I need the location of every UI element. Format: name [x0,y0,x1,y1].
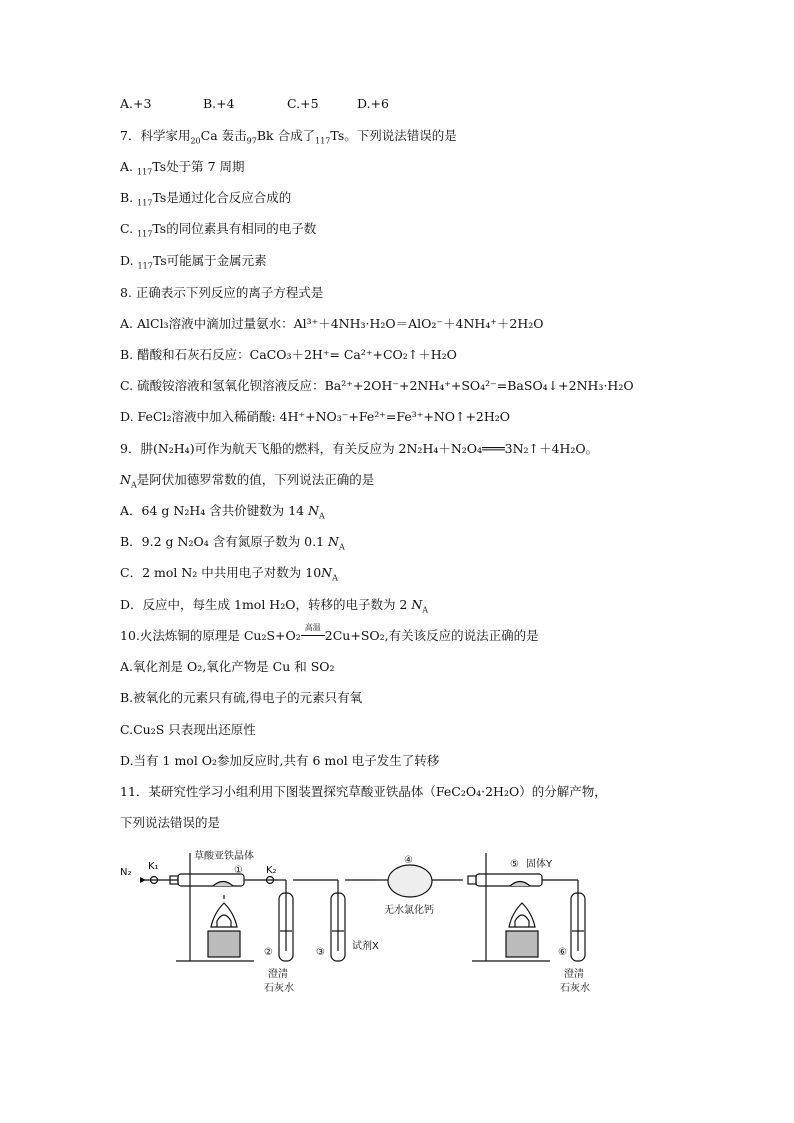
q7-stem: 7．科学家用$_{20}$Ca 轰击$_{97}$Bk 合成了$_{117}$Ts。下列说法错误的是 [120,128,457,146]
q9-stem-line2: $N_A$是阿伏加德罗常数的值，下列说法正确的是 [120,472,375,490]
limewater-label-1b: 石灰水 [264,983,294,994]
q8-option-c: C. 硫酸铵溶液和氢氧化钡溶液反应：Ba²⁺+2OH⁻+2NH₄⁺+SO₄²⁻=BaSO₄↓+2NH₃·H₂O [120,378,634,393]
q8-stem: 8. 正确表示下列反应的离子方程式是 [120,285,324,300]
circle-4-label: ④ [404,855,413,866]
circle-5-label: ⑤ [510,859,519,870]
circle-3-label: ③ [316,947,325,958]
limewater-label-2a: 澄清 [564,969,584,980]
n2-label: N₂ [120,867,132,878]
q11-stem-line1: 11．某研究性学习小组利用下图装置探究草酸亚铁晶体（FeC₂O₄·2H₂O）的分解产物， [120,784,607,799]
cacl2-label: 无水氯化钙 [384,905,434,916]
k1-label: K₁ [148,861,159,872]
q7-option-c: C. $_{117}$Ts的同位素具有相同的电子数 [120,221,317,239]
q6-option-d: D.+6 [357,96,389,111]
q7-option-b: B. $_{117}$Ts是通过化合反应合成的 [120,190,292,208]
crystal-label: 草酸亚铁晶体 [194,851,254,862]
circle-1-label: ① [234,865,243,876]
q10-option-b: B.被氧化的元素只有硫,得电子的元素只有氧 [120,690,363,705]
q8-option-d: D. FeCl₂溶液中加入稀硝酸: 4H⁺+NO₃⁻+Fe²⁺=Fe³⁺+NO↑+2H₂O [120,409,511,424]
k2-label: K₂ [266,865,277,876]
solid-y-label: 固体Y [526,859,553,870]
q10-option-a: A.氧化剂是 O₂,氧化产物是 Cu 和 SO₂ [120,659,335,674]
limewater-label-1a: 澄清 [268,969,288,980]
q9-option-c: C．2 mol N₂ 中共用电子对数为 $10N_A$ [120,565,338,583]
reaction-condition: 高温 [304,623,321,632]
q10-stem: 10.火法炼铜的原理是 Cu₂S+O₂ 高温 2Cu+SO₂,有关该反应的说法正确的是 [120,628,539,644]
q9-option-b: B．9.2 g N₂O₄ 含有氮原子数为 0.1 $N_A$ [120,534,345,552]
q6-option-a: A.+3 [120,96,152,111]
q7-option-a: A. $_{117}$Ts处于第 7 周期 [120,159,245,177]
q10-option-c: C.Cu₂S 只表现出还原性 [120,722,256,737]
q10-option-d: D.当有 1 mol O₂参加反应时,共有 6 mol 电子发生了转移 [120,753,440,768]
limewater-label-2b: 石灰水 [560,983,590,994]
reagent-x-label: 试剂X [352,941,379,952]
q6-option-c: C.+5 [287,96,319,111]
q11-stem-line2: 下列说法错误的是 [120,815,221,830]
experiment-apparatus-diagram [118,843,608,998]
q8-option-a: A. AlCl₃溶液中滴加过量氨水：Al³⁺＋4NH₃·H₂O＝AlO₂⁻＋4NH₄⁺＋2H₂O [120,316,544,331]
q9-stem-line1: 9．肼(N₂H₄)可作为航天飞船的燃料，有关反应为 2N₂H₄＋N₂O₄═══3N₂↑＋4H₂O。 [120,441,599,456]
circle-6-label: ⑥ [558,947,567,958]
q9-option-a: A．64 g N₂H₄ 含共价键数为 14 $N_A$ [120,503,325,521]
q7-option-d: D. $_{117}$Ts可能属于金属元素 [120,253,267,271]
circle-2-label: ② [264,947,273,958]
q6-option-b: B.+4 [203,96,235,111]
q9-option-d: D．反应中，每生成 1mol H₂O，转移的电子数为 2 $N_A$ [120,597,429,615]
q8-option-b: B. 醋酸和石灰石反应：CaCO₃＋2H⁺= Ca²⁺+CO₂↑＋H₂O [120,347,457,362]
